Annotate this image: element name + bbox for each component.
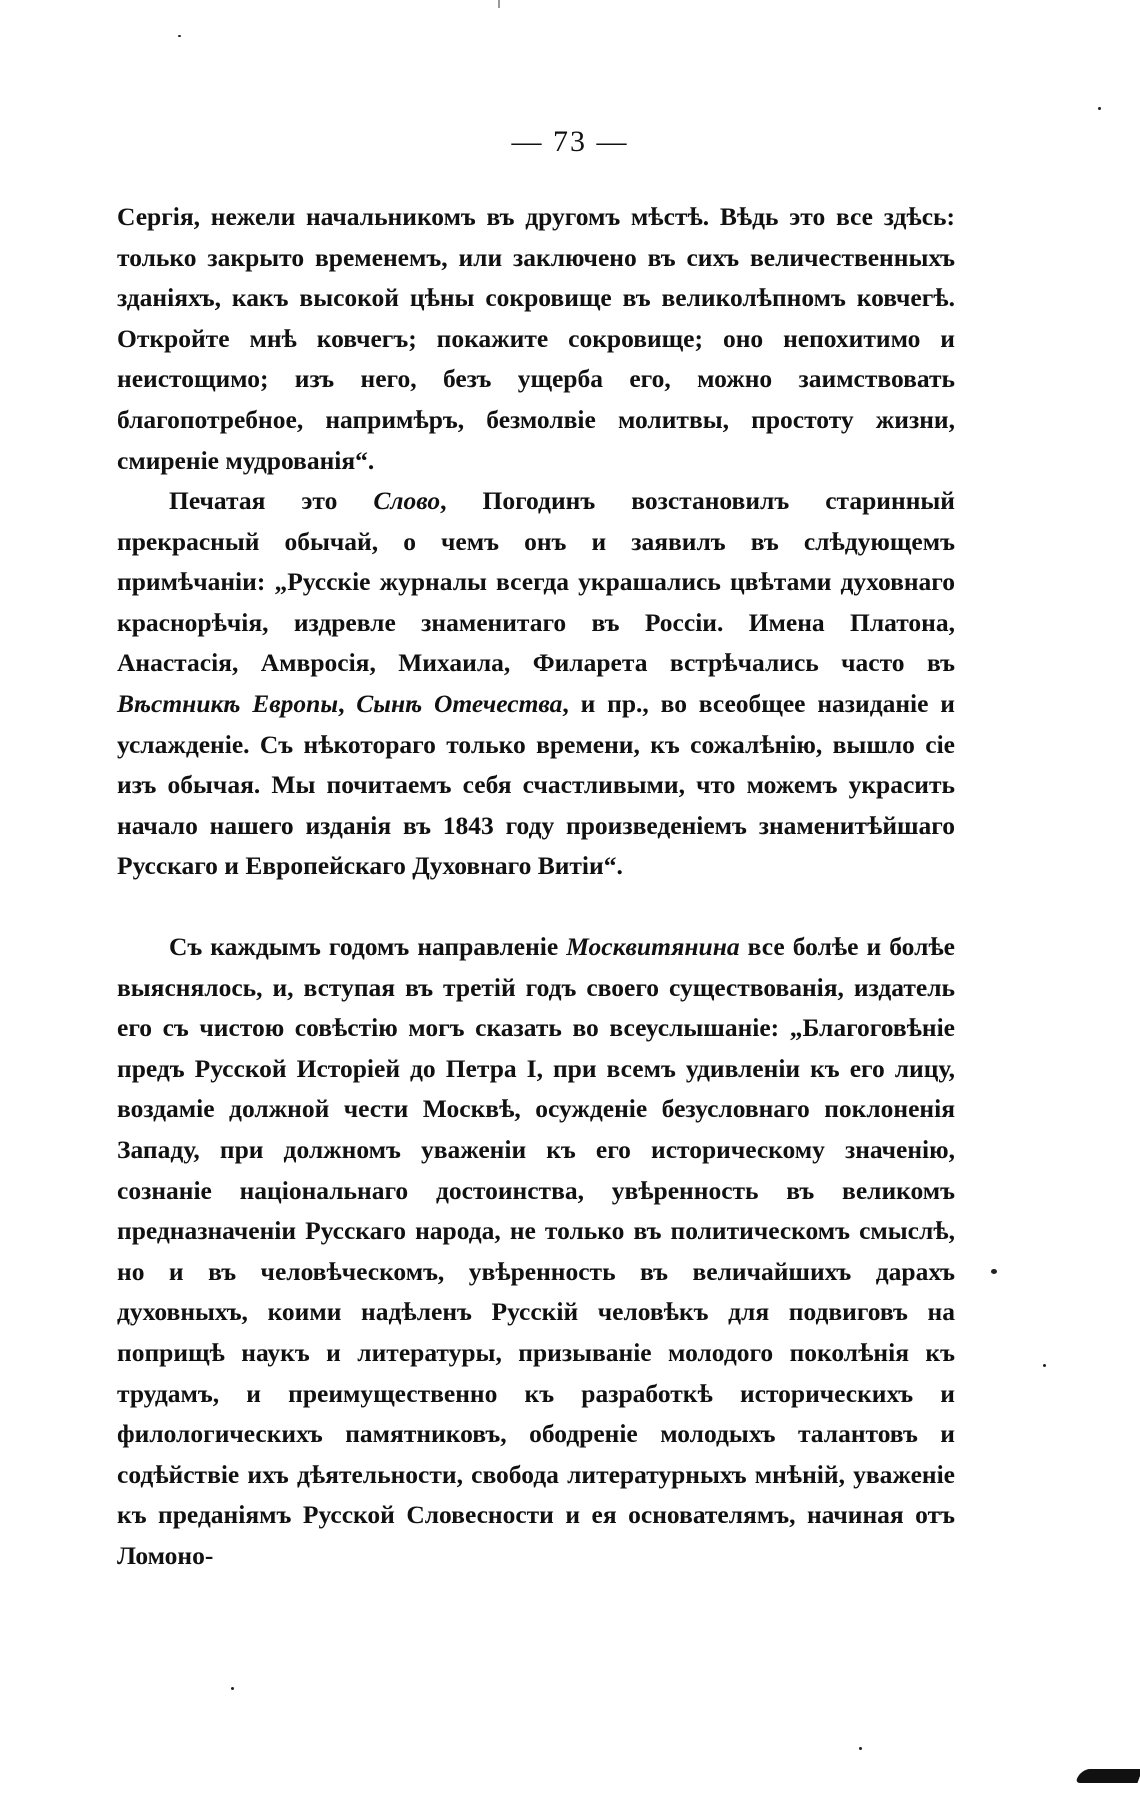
paragraph-2-text-3: , xyxy=(338,688,357,718)
top-edge-mark xyxy=(498,0,500,8)
ink-blot xyxy=(1075,1769,1140,1783)
paragraph-2-text-4: , и пр., во всеобщее назиданіе и услажденіе. Съ нѣкотораго только времени, къ сожалѣнію, вышло сіе изъ обычая. Мы почитаемъ себя счастливыми, что можемъ украсить начало нашего изданія въ 1843 году произведеніемъ знаменитѣйшаго Русскаго и Европейскаго Духовнаго Витіи“. xyxy=(117,688,955,881)
ink-speck xyxy=(859,1747,862,1750)
paragraph-2-text-1: Печатая это xyxy=(169,486,374,515)
italic-title-syn-otechestva: Сынѣ Отечества xyxy=(356,688,563,718)
ink-speck xyxy=(178,35,181,37)
italic-title-vestnik-evropy: Вѣстникѣ Европы xyxy=(117,688,339,718)
ink-speck xyxy=(1098,107,1101,110)
italic-title-slovo: Слово xyxy=(373,486,441,515)
ink-speck xyxy=(991,1269,997,1274)
ink-speck xyxy=(1043,1364,1046,1367)
ink-speck xyxy=(231,1687,234,1690)
paragraph-3-text-1: Съ каждымъ годомъ направленіе xyxy=(169,932,567,961)
paragraph-3 xyxy=(117,927,955,1577)
paragraph-2-text-2: , Погодинъ возстановилъ старинный прекрасный обычай, о чемъ онъ и заявилъ въ слѣдующемъ примѣчаніи: „Русскіе журналы всегда украшались цвѣтами духовнаго краснорѣчія, издревле знаменитаго въ Россіи. Имена Платона, Анастасія, Амвросія, Михаила, Филарета встрѣчались часто въ xyxy=(117,486,955,678)
italic-title-moskvityanin: Москвитянина xyxy=(566,932,740,961)
paragraph-1-text: Сергія, нежели начальникомъ въ другомъ мѣстѣ. Вѣдь это все здѣсь: только закрыто временемъ, или заключено въ сихъ величественныхъ зданіяхъ, какъ высокой цѣны сокровище въ великолѣпномъ ковчегѣ. Откройте мнѣ ковчегъ; покажите сокровище; оно непохитимо и неистощимо; изъ него, безъ ущерба его, можно заимствовать благопотребное, напримѣръ, безмолвіе молитвы, простоту жизни, смиреніе мудрованія“. xyxy=(117,202,955,475)
paragraph-3-text-2: все болѣе и болѣе выяснялось, и, вступая въ третій годъ своего существованія, издатель его съ чистою совѣстію могъ сказать во всеуслышаніе: „Благоговѣніе предъ Русской Исторіей до Петра I, при всемъ удивленіи къ его лицу, воздаміе должной чести Москвѣ, осужденіе безусловнаго поклоненія Западу, при должномъ уваженіи къ его историческому значенію, сознаніе національнаго достоинства, увѣренность въ великомъ предназначеніи Русскаго народа, не только въ политическомъ смыслѣ, но и въ человѣческомъ, увѣренность въ величайшихъ дарахъ духовныхъ, коими надѣленъ Русскій человѣкъ для подвиговъ на поприщѣ наукъ и литературы, призываніе молодого поколѣнія къ трудамъ, и преимущественно къ разработкѣ историческихъ и филологическихъ памятниковъ, ободреніе молодыхъ талантовъ и содѣйствіе ихъ дѣятельности, свобода литературныхъ мнѣній, уваженіе къ преданіямъ Русской Словесности и ея основателямъ, начиная отъ Ломоно- xyxy=(117,932,955,1570)
paragraph-1 xyxy=(117,197,955,481)
paragraph-2 xyxy=(117,481,955,887)
page-number: — 73 — xyxy=(511,125,629,158)
